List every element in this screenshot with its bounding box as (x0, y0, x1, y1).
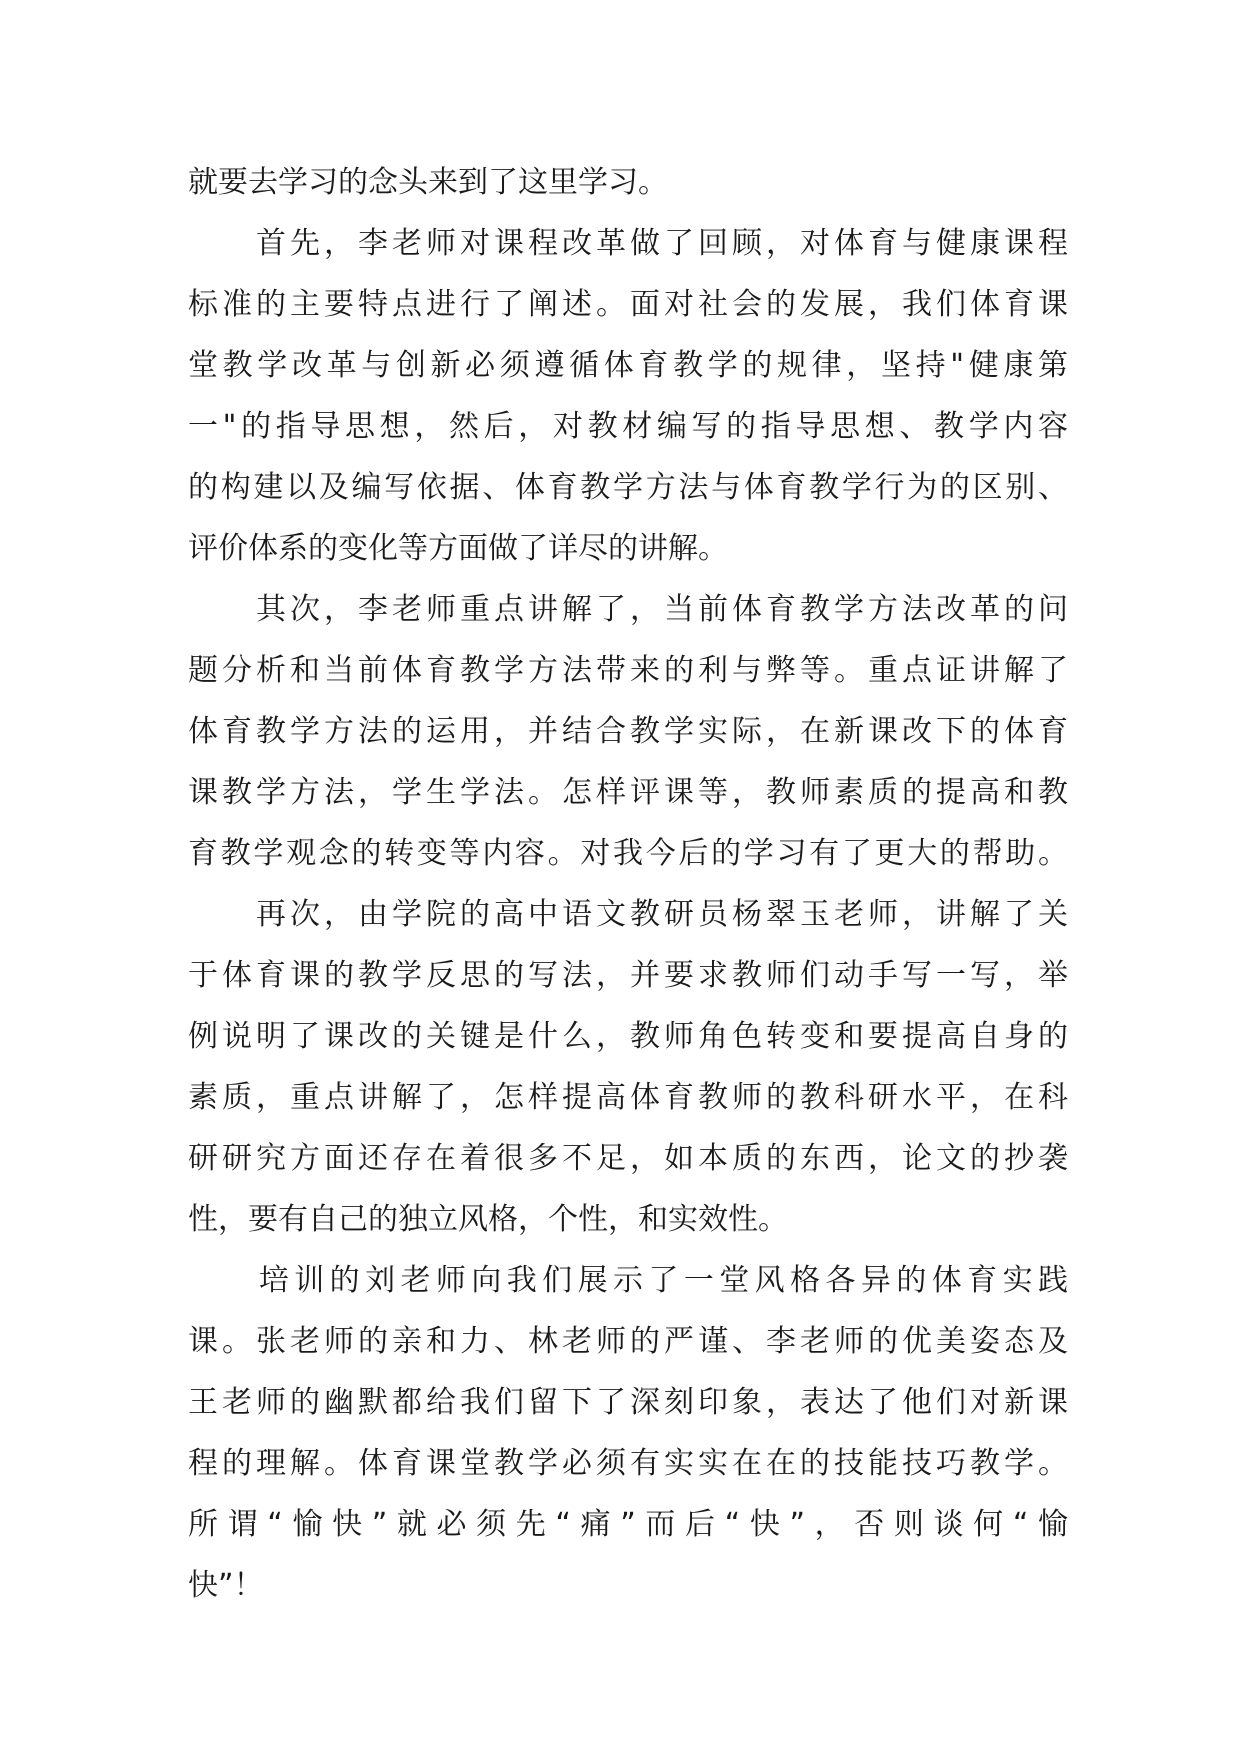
text-line: 题分析和当前体育教学方法带来的利与弊等。重点证讲解了 (188, 653, 1068, 688)
text-line: 程的理解。体育课堂教学必须有实实在在的技能技巧教学。 (188, 1446, 1068, 1481)
text-line: 堂教学改革与创新必须遵循体育教学的规律，坚持"健康第 (188, 348, 1068, 383)
text-line: 体育教学方法的运用，并结合教学实际，在新课改下的体育 (188, 714, 1068, 749)
text-line: 性，要有自己的独立风格，个性，和实效性。 (188, 1202, 788, 1237)
text-line: 课。张老师的亲和力、林老师的严谨、李老师的优美姿态及 (188, 1324, 1068, 1359)
text-line: 标准的主要特点进行了阐述。面对社会的发展，我们体育课 (188, 287, 1068, 322)
text-line: 培训的刘老师向我们展示了一堂风格各异的体育实践 (188, 1263, 1068, 1298)
text-line: 其次，李老师重点讲解了，当前体育教学方法改革的问 (188, 592, 1068, 627)
text-line: 的构建以及编写依据、体育教学方法与体育教学行为的区别、 (188, 470, 1068, 505)
text-line: 于体育课的教学反思的写法，并要求教师们动手写一写，举 (188, 958, 1068, 993)
text-line: 所谓“愉快”就必须先“痛”而后“快”，否则谈何“愉 (188, 1507, 1068, 1542)
text-line: 研研究方面还存在着很多不足，如本质的东西，论文的抄袭 (188, 1141, 1068, 1176)
text-line: 课教学方法，学生学法。怎样评课等，教师素质的提高和教 (188, 775, 1068, 810)
text-line: 再次，由学院的高中语文教研员杨翠玉老师，讲解了关 (188, 897, 1068, 932)
text-line: 育教学观念的转变等内容。对我今后的学习有了更大的帮助。 (188, 836, 1068, 871)
text-line: 就要去学习的念头来到了这里学习。 (188, 165, 668, 200)
text-line: 首先，李老师对课程改革做了回顾，对体育与健康课程 (188, 226, 1068, 261)
body-text (188, 152, 1068, 1616)
text-line: 王老师的幽默都给我们留下了深刻印象，表达了他们对新课 (188, 1385, 1068, 1420)
text-line: 一"的指导思想，然后，对教材编写的指导思想、教学内容 (188, 409, 1068, 444)
text-line: 素质，重点讲解了，怎样提高体育教师的教科研水平，在科 (188, 1080, 1068, 1115)
text-line: 快”！ (188, 1568, 264, 1603)
text-line: 评价体系的变化等方面做了详尽的讲解。 (188, 531, 728, 566)
text-line: 例说明了课改的关键是什么，教师角色转变和要提高自身的 (188, 1019, 1068, 1054)
